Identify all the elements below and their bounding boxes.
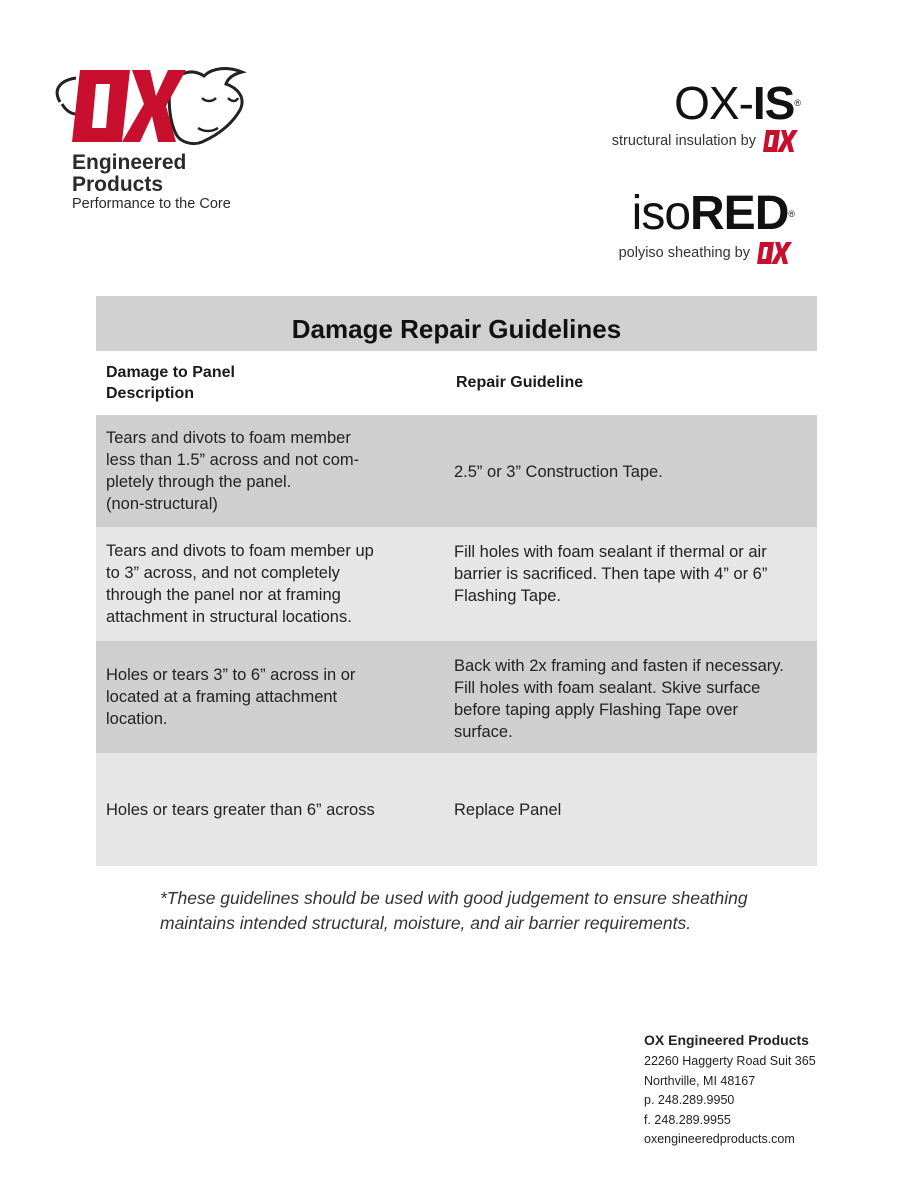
phone-number: p. 248.289.9950 xyxy=(644,1093,735,1107)
repair-line: 2.5” or 3” Construction Tape. xyxy=(454,463,663,481)
repair-line: Replace Panel xyxy=(454,800,562,819)
website-link[interactable]: oxengineeredproducts.com xyxy=(644,1132,795,1146)
repair-cell xyxy=(454,799,817,821)
damage-cell xyxy=(96,664,454,730)
damage-line: pletely through the panel. xyxy=(106,473,292,491)
repair-line: Fill holes with foam sealant. Skive surface xyxy=(454,679,761,697)
damage-cell xyxy=(96,427,454,515)
repair-line: barrier is sacrificed. Then tape with 4” or 6” xyxy=(454,565,768,583)
repair-line: Flashing Tape. xyxy=(454,587,562,605)
table-row xyxy=(96,753,817,866)
city-address: Northville, MI 48167 xyxy=(644,1073,756,1088)
fax-number: f. 248.289.9955 xyxy=(644,1112,731,1127)
damage-line: Tears and divots to foam member xyxy=(106,429,351,447)
damage-line: Holes or tears 3” to 6” across in or xyxy=(106,666,356,684)
ox-bull-logo-icon xyxy=(52,58,252,150)
company-address-block xyxy=(644,1030,816,1150)
table-row xyxy=(96,641,817,753)
ox-is-title-bold: IS xyxy=(752,77,795,129)
ox-mini-logo-icon xyxy=(756,240,794,266)
isored-byline xyxy=(619,240,794,266)
brand-name-line2: Products xyxy=(72,173,164,196)
footnote-line2: maintains intended structural, moisture, and air barrier requirements. xyxy=(160,913,692,933)
damage-line: to 3” across, and not completely xyxy=(106,564,340,582)
ox-is-title xyxy=(612,77,800,129)
footnote-line1: *These guidelines should be used with good judgement to ensure sheathing xyxy=(160,888,748,908)
repair-line: surface. xyxy=(454,723,513,741)
isored-title xyxy=(619,187,794,240)
repair-cell xyxy=(454,527,817,607)
damage-cell xyxy=(96,527,454,628)
isored-title-light: iso xyxy=(631,187,691,240)
header-col1-line1: Damage to Panel xyxy=(106,364,235,381)
damage-line: Tears and divots to foam member up xyxy=(106,542,374,560)
ox-is-byline xyxy=(612,128,800,154)
isored-registered-mark: ® xyxy=(788,209,794,219)
isored-logo xyxy=(618,187,794,266)
damage-line: Holes or tears greater than 6” across xyxy=(106,800,375,819)
brand-name xyxy=(72,152,186,196)
ox-is-byline-text: structural insulation by xyxy=(611,133,756,149)
ox-is-registered-mark: ® xyxy=(794,98,800,108)
street-address: 22260 Haggerty Road Suit 365 xyxy=(644,1054,816,1068)
damage-line: attachment in structural locations. xyxy=(106,608,352,626)
header-damage-description xyxy=(96,362,454,404)
isored-title-bold: RED xyxy=(690,187,789,240)
header-repair-guideline: Repair Guideline xyxy=(456,374,584,391)
ox-mini-logo-icon xyxy=(762,128,800,154)
ox-is-logo xyxy=(611,77,800,154)
damage-cell xyxy=(96,799,454,821)
isored-byline-text: polyiso sheathing by xyxy=(618,245,750,261)
repair-cell xyxy=(454,459,817,483)
repair-line: before taping apply Flashing Tape over xyxy=(454,701,739,719)
ox-is-title-light: OX- xyxy=(674,77,753,129)
header-col1-line2: Description xyxy=(106,385,195,402)
table-header xyxy=(96,351,817,415)
repair-guidelines-table xyxy=(96,296,817,866)
brand-name-line1: Engineered xyxy=(72,151,187,174)
guidelines-footnote xyxy=(160,886,800,936)
damage-line: through the panel nor at framing xyxy=(106,586,341,604)
table-title: Damage Repair Guidelines xyxy=(96,296,817,351)
damage-line: less than 1.5” across and not com- xyxy=(106,451,360,469)
company-name: OX Engineered Products xyxy=(644,1032,809,1048)
repair-line: Back with 2x framing and fasten if necessary. xyxy=(454,657,784,675)
damage-line: located at a framing attachment xyxy=(106,688,338,706)
table-row xyxy=(96,415,817,527)
brand-tagline: Performance to the Core xyxy=(72,196,231,212)
ox-engineered-products-logo xyxy=(52,58,252,218)
repair-cell xyxy=(454,641,817,743)
damage-line: location. xyxy=(106,710,168,728)
table-row xyxy=(96,527,817,641)
repair-line: Fill holes with foam sealant if thermal or air xyxy=(454,543,767,561)
damage-line: (non-structural) xyxy=(106,495,218,513)
